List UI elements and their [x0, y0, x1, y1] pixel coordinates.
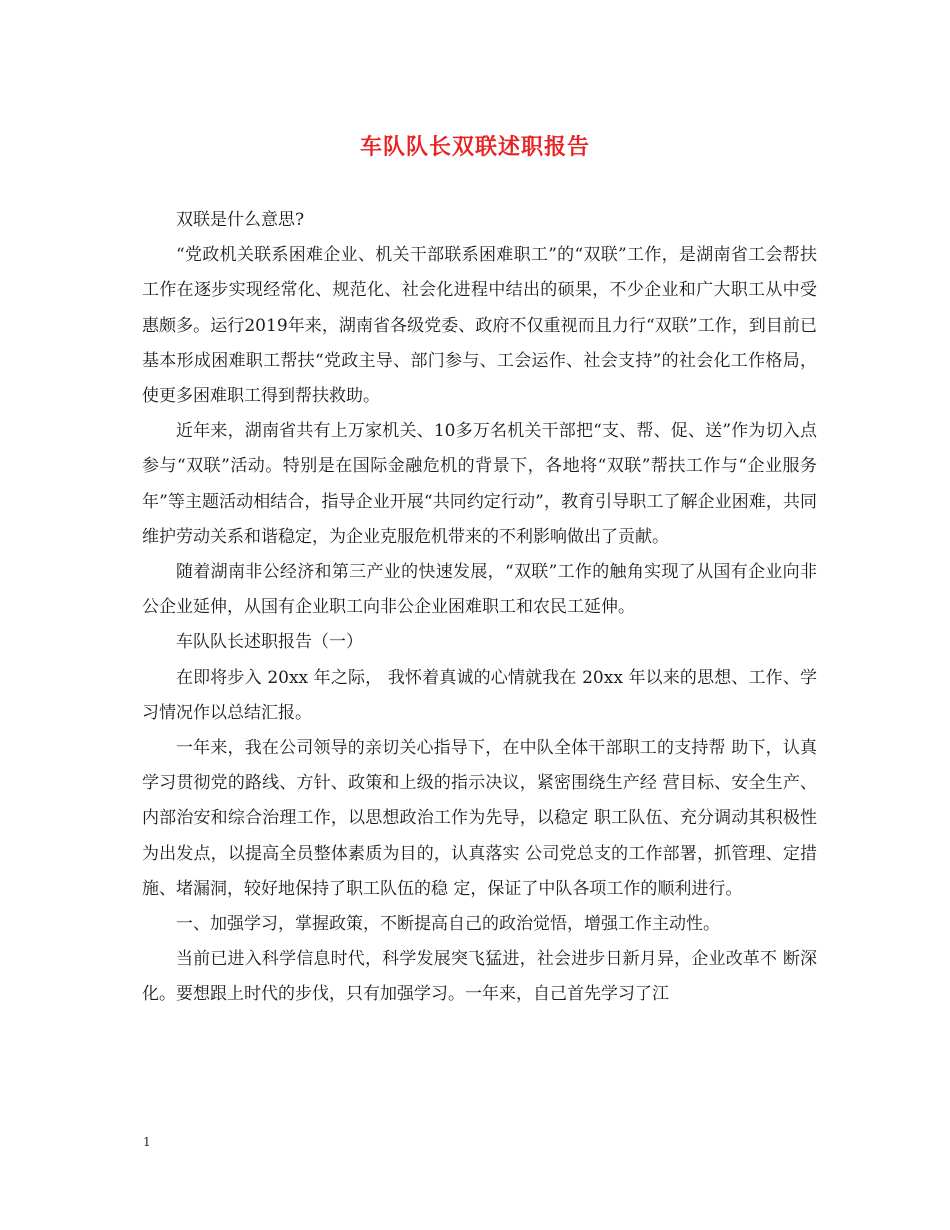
section-heading-study: 一、加强学习，掌握政策，不断提高自己的政治觉悟，增强工作主动性。	[176, 914, 720, 935]
section-heading-report-one: 车队队长述职报告（一）	[176, 632, 363, 653]
paragraph-definition: “党政机关联系困难企业、机关干部联系困难职工”的“双联”工作，是湖南省工会帮扶工作在逐步实现经常化、规范化、社会化进程中结出的硕果，不少企业和广大职工从中受惠颇多。运行2019年来，湖南省各级党委、政府不仅重视而且力行“双联”工作，到目前已基本形成困难职工帮扶“党政主导、部门参与、工会运作、社会支持”的社会化工作格局，使更多困难职工得到帮扶救助。	[142, 245, 817, 407]
paragraph-study: 当前已进入科学信息时代，科学发展突飞猛进，社会进步日新月异，企业改革不 断深化。要想跟上时代的步伐，只有加强学习。一年来，自己首先学习了江	[142, 949, 817, 1005]
paragraph-intro: 在即将步入 20xx 年之际， 我怀着真诚的心情就我在 20xx 年以来的思想、工作、学习情况作以总结汇报。	[142, 667, 817, 723]
document-title: 车队队长双联述职报告	[359, 134, 590, 160]
document-body	[142, 203, 817, 1013]
paragraph-question: 双联是什么意思?	[176, 210, 305, 230]
paragraph-summary: 一年来，我在公司领导的亲切关心指导下，在中队全体干部职工的支持帮 助下，认真学习贯彻党的路线、方针、政策和上级的指示决议，紧密围绕生产经 营目标、安全生产、内部治安和综合治理工作，以思想政治工作为先导，以稳定 职工队伍、充分调动其积极性为出发点，以提高全员整体素质为目的，认真落实 公司党总支的工作部署，抓管理、定措施、堵漏洞，较好地保持了职工队伍的稳 定，保证了中队各项工作的顺利进行。	[142, 738, 817, 899]
paragraph-extension: 随着湖南非公经济和第三产业的快速发展，“双联”工作的触角实现了从国有企业向非公企业延伸，从国有企业职工向非公企业困难职工和农民工延伸。	[142, 562, 817, 618]
paragraph-recent-years: 近年来，湖南省共有上万家机关、10多万名机关干部把“支、帮、促、送”作为切入点参与“双联”活动。特别是在国际金融危机的背景下，各地将“双联”帮扶工作与“企业服务年”等主题活动相结合，指导企业开展“共同约定行动”，教育引导职工了解企业困难，共同维护劳动关系和谐稳定，为企业克服危机带来的不利影响做出了贡献。	[142, 421, 817, 547]
page-number: 1	[143, 1135, 151, 1149]
